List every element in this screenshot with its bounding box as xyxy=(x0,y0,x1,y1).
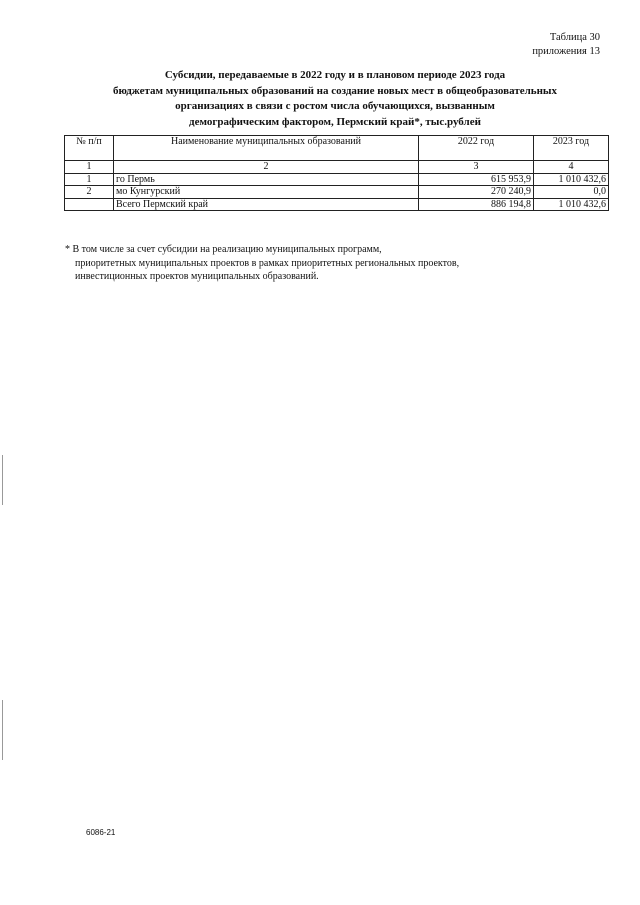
document-code: 6086-21 xyxy=(86,828,116,837)
row-num xyxy=(65,198,114,211)
title-line: Субсидии, передаваемые в 2022 году и в плановом периоде 2023 года xyxy=(164,69,506,81)
index-cell: 3 xyxy=(419,161,534,174)
table-reference xyxy=(532,31,600,59)
row-value-2022: 615 953,9 xyxy=(419,173,534,186)
table-header-row xyxy=(65,136,609,161)
index-cell: 4 xyxy=(534,161,609,174)
table-number: Таблица 30 xyxy=(549,32,600,43)
row-num: 2 xyxy=(65,186,114,199)
row-value-2023: 1 010 432,6 xyxy=(534,198,609,211)
subsidies-table xyxy=(64,135,609,211)
table-row xyxy=(65,173,609,186)
header-year-2023: 2023 год xyxy=(534,136,609,161)
row-value-2023: 1 010 432,6 xyxy=(534,173,609,186)
footnote xyxy=(55,243,459,284)
footnote-line: инвестиционных проектов муниципальных образований. xyxy=(75,271,319,282)
index-cell: 1 xyxy=(65,161,114,174)
title-line: организациях в связи с ростом числа обучающихся, вызванным xyxy=(175,100,495,112)
footnote-line: * В том числе за счет субсидии на реализацию муниципальных программ, xyxy=(65,244,382,255)
header-year-2022: 2022 год xyxy=(419,136,534,161)
title-line: демографическим фактором, Пермский край*, тыс.рублей xyxy=(189,115,481,128)
row-num: 1 xyxy=(65,173,114,186)
table-total-row xyxy=(65,198,609,211)
row-value-2023: 0,0 xyxy=(534,186,609,199)
table-row xyxy=(65,186,609,199)
index-row xyxy=(65,161,609,174)
footnote-line: приоритетных муниципальных проектов в рамках приоритетных региональных проектов, xyxy=(75,257,460,269)
row-name: Всего Пермский край xyxy=(114,198,419,211)
row-name: мо Кунгурский xyxy=(114,186,419,199)
header-name: Наименование муниципальных образований xyxy=(114,136,419,161)
header-num xyxy=(65,136,114,161)
document-title xyxy=(70,68,600,130)
row-value-2022: 270 240,9 xyxy=(419,186,534,199)
appendix-number: приложения 13 xyxy=(532,46,600,57)
title-line: бюджетам муниципальных образований на создание новых мест в общеобразовательных xyxy=(112,84,558,97)
scan-artifact xyxy=(2,455,3,505)
scan-artifact xyxy=(2,700,3,760)
row-value-2022: 886 194,8 xyxy=(419,198,534,211)
index-cell: 2 xyxy=(114,161,419,174)
row-name: го Пермь xyxy=(114,173,419,186)
header-num-label: № п/п xyxy=(76,136,102,147)
